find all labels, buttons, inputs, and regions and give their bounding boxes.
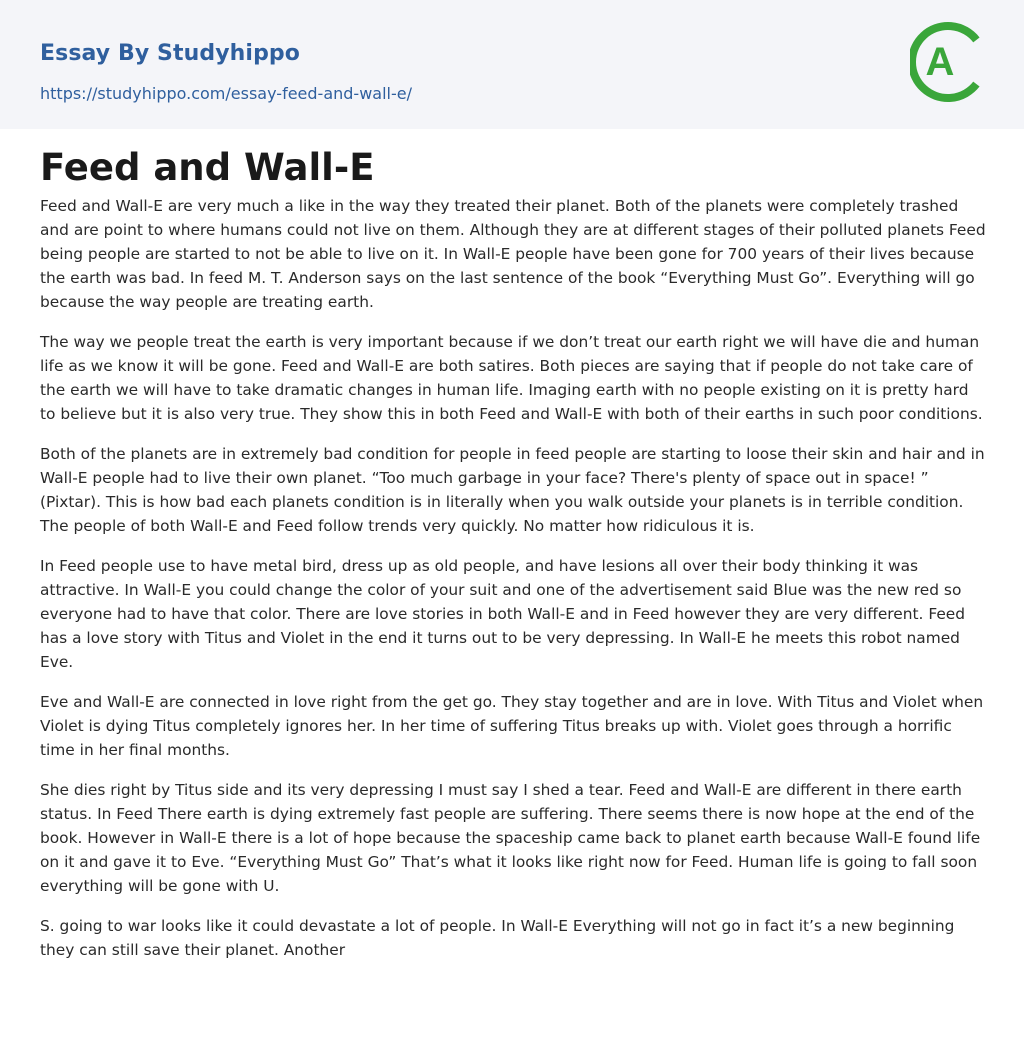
page-title: Feed and Wall-E: [40, 146, 375, 189]
logo-letter: A: [925, 40, 955, 84]
essay-body: [40, 194, 986, 978]
essay-url-link[interactable]: https://studyhippo.com/essay-feed-and-wall-e/: [40, 84, 412, 103]
studyhippo-logo-icon[interactable]: [910, 18, 988, 106]
site-brand[interactable]: Essay By Studyhippo: [40, 41, 300, 66]
essay-paragraph: S. going to war looks like it could devastate a lot of people. In Wall-E Everything will not go in fact it’s a new beginning they can still save their planet. Another: [40, 917, 955, 959]
essay-paragraph: The way we people treat the earth is very important because if we don’t treat our earth right we will have die and human life as we know it will be gone. Feed and Wall-E are both satires. Both pieces are saying that if people do not take care of the earth we will have to take dramatic changes in human life. Imaging earth with no people existing on it is pretty hard to believe but it is also very true. They show this in both Feed and Wall-E with both of their earths in such poor conditions.: [40, 333, 983, 423]
essay-paragraph: Eve and Wall-E are connected in love right from the get go. They stay together and are in love. With Titus and Violet when Violet is dying Titus completely ignores her. In her time of suffering Titus breaks up with. Violet goes through a horrific time in her final months.: [40, 693, 984, 759]
essay-paragraph: Both of the planets are in extremely bad condition for people in feed people are starting to loose their skin and hair and in Wall-E people had to live their own planet. “Too much garbage in your face? There's plenty of space out in space! ” (Pixtar). This is how bad each planets condition is in literally when you walk outside your planets is in terrible condition. The people of both Wall-E and Feed follow trends very quickly. No matter how ridiculous it is.: [40, 445, 985, 535]
essay-paragraph: In Feed people use to have metal bird, dress up as old people, and have lesions all over their body thinking it was attractive. In Wall-E you could change the color of your suit and one of the advertisement said Blue was the new red so everyone had to have that color. There are love stories in both Wall-E and in Feed however they are very different. Feed has a love story with Titus and Violet in the end it turns out to be very depressing. In Wall-E he meets this robot named Eve.: [40, 557, 966, 671]
essay-paragraph: She dies right by Titus side and its very depressing I must say I shed a tear. Feed and Wall-E are different in there earth status. In Feed There earth is dying extremely fast people are suffering. There seems there is now hope at the end of the book. However in Wall-E there is a lot of hope because the spaceship came back to planet earth because Wall-E found life on it and gave it to Eve. “Everything Must Go” That’s what it looks like right now for Feed. Human life is going to fall soon everything will be gone with U.: [40, 781, 981, 895]
site-header: [0, 0, 1024, 129]
essay-paragraph: Feed and Wall-E are very much a like in the way they treated their planet. Both of the planets were completely trashed and are point to where humans could not live on them. Although they are at different stages of their polluted planets Feed being people are started to not be able to live on it. In Wall-E people have been gone for 700 years of their lives because the earth was bad. In feed M. T. Anderson says on the last sentence of the book “Everything Must Go”. Everything will go because the way people are treating earth.: [40, 197, 986, 311]
